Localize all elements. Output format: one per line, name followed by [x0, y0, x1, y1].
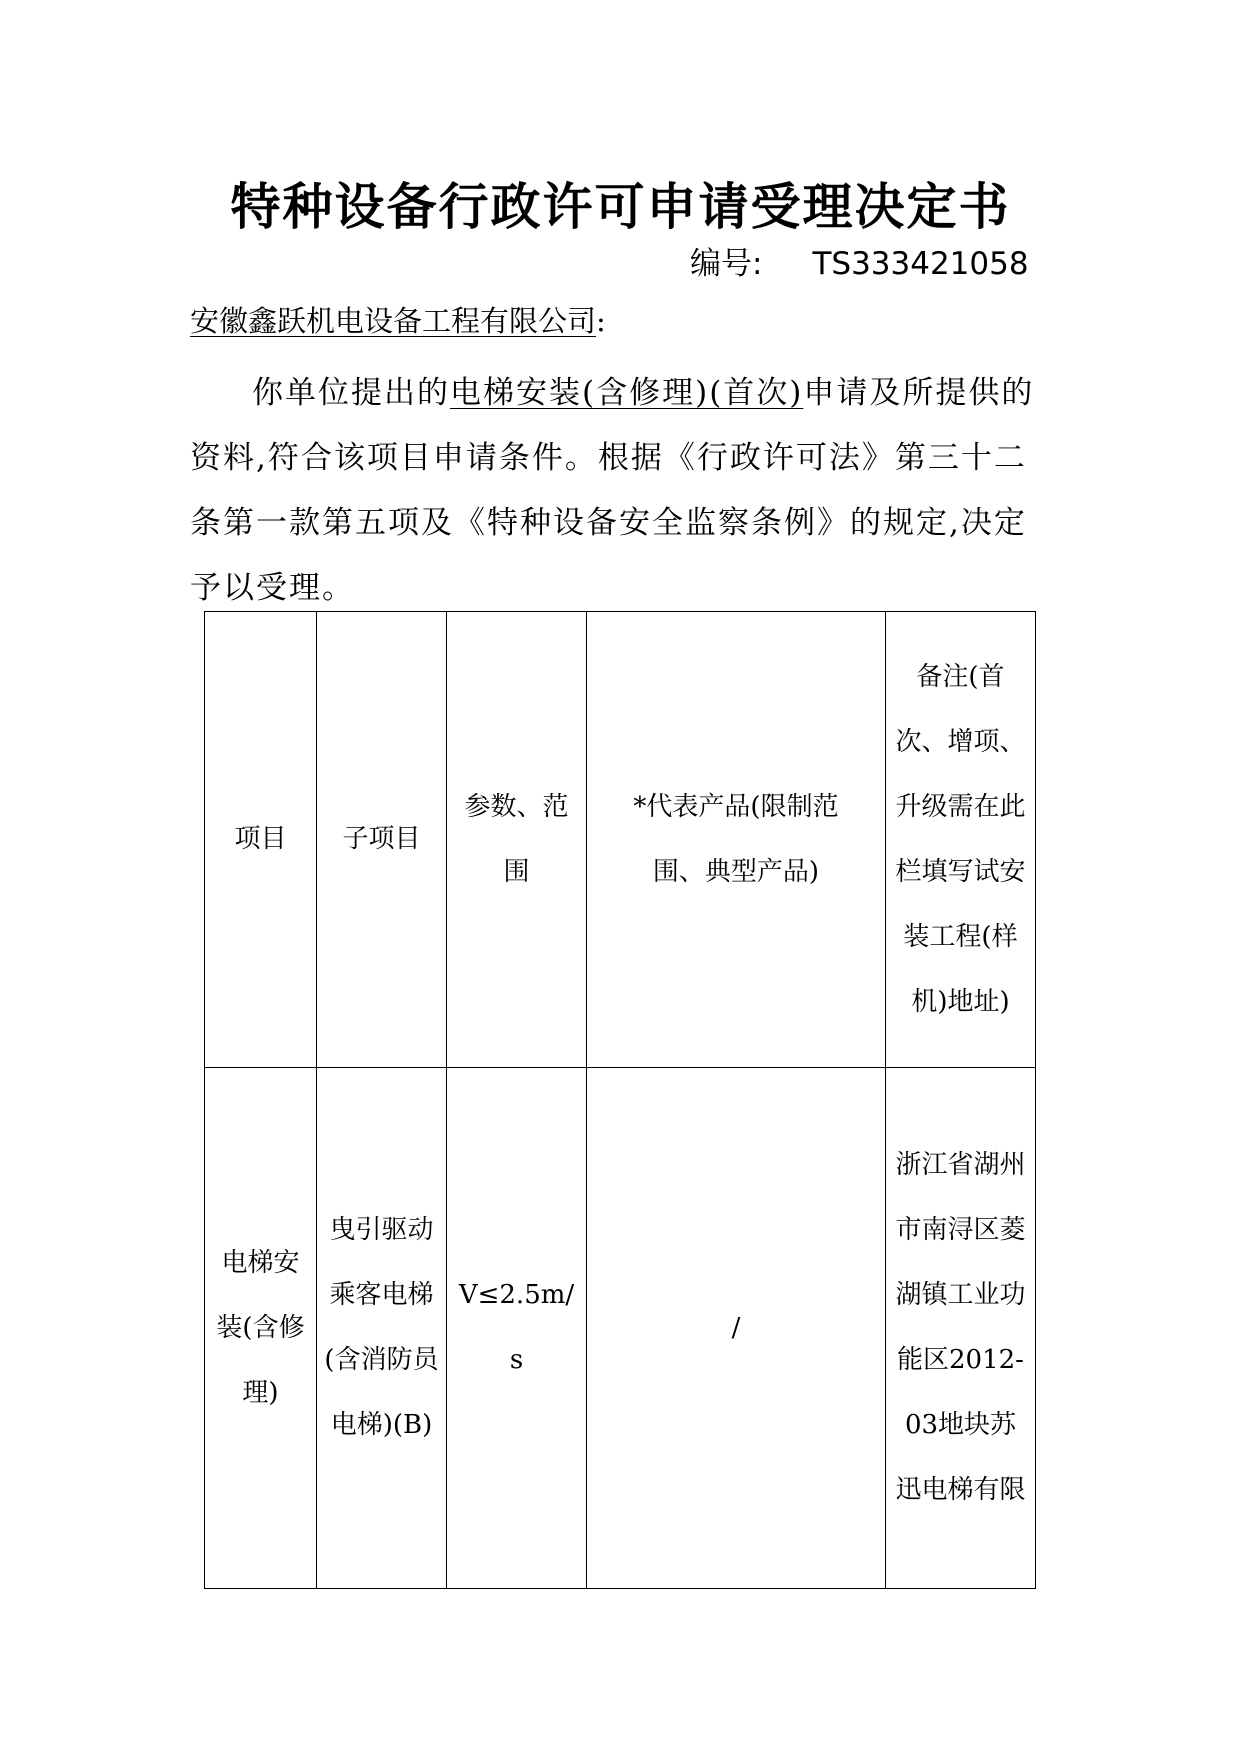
header-product: *代表产品(限制范围、典型产品): [587, 612, 886, 1068]
header-subitem: 子项目: [317, 612, 447, 1068]
addressee-name: 安徽鑫跃机电设备工程有限公司: [190, 304, 597, 338]
cell-subitem: 曳引驱动乘客电梯(含消防员电梯)(B): [317, 1068, 447, 1589]
decision-paragraph: [190, 361, 1050, 621]
header-remarks: 备注(首次、增项、升级需在此栏填写试安装工程(样机)地址): [886, 612, 1036, 1068]
cell-remarks: 浙江省湖州市南浔区菱湖镇工业功能区2012-03地块苏迅电梯有限: [886, 1068, 1036, 1589]
header-params: 参数、范围: [447, 612, 587, 1068]
cell-product: /: [587, 1068, 886, 1589]
license-items-table: [204, 611, 1036, 1589]
body-prefix: 你单位提出的: [252, 375, 450, 411]
table-row: [205, 1068, 1036, 1589]
table-header-row: [205, 612, 1036, 1068]
body-application-item: 电梯安装(含修理)(首次): [450, 375, 804, 411]
document-number: [690, 243, 1029, 285]
document-number-label: 编号:: [690, 246, 763, 282]
cell-item: 电梯安装(含修理): [205, 1068, 317, 1589]
addressee-suffix: :: [596, 304, 606, 338]
document-number-value: TS333421058: [812, 246, 1029, 282]
cell-params: V≤2.5m/s: [447, 1068, 587, 1589]
header-item: 项目: [205, 612, 317, 1068]
addressee: [190, 300, 606, 342]
body-rest: 申请及所提供的资料,符合该项目申请条件。根据《行政许可法》第三十二条第一款第五项及《特种设备安全监察条例》的规定,决定予以受理。: [190, 375, 1035, 606]
document-title: 特种设备行政许可申请受理决定书: [230, 178, 1011, 236]
